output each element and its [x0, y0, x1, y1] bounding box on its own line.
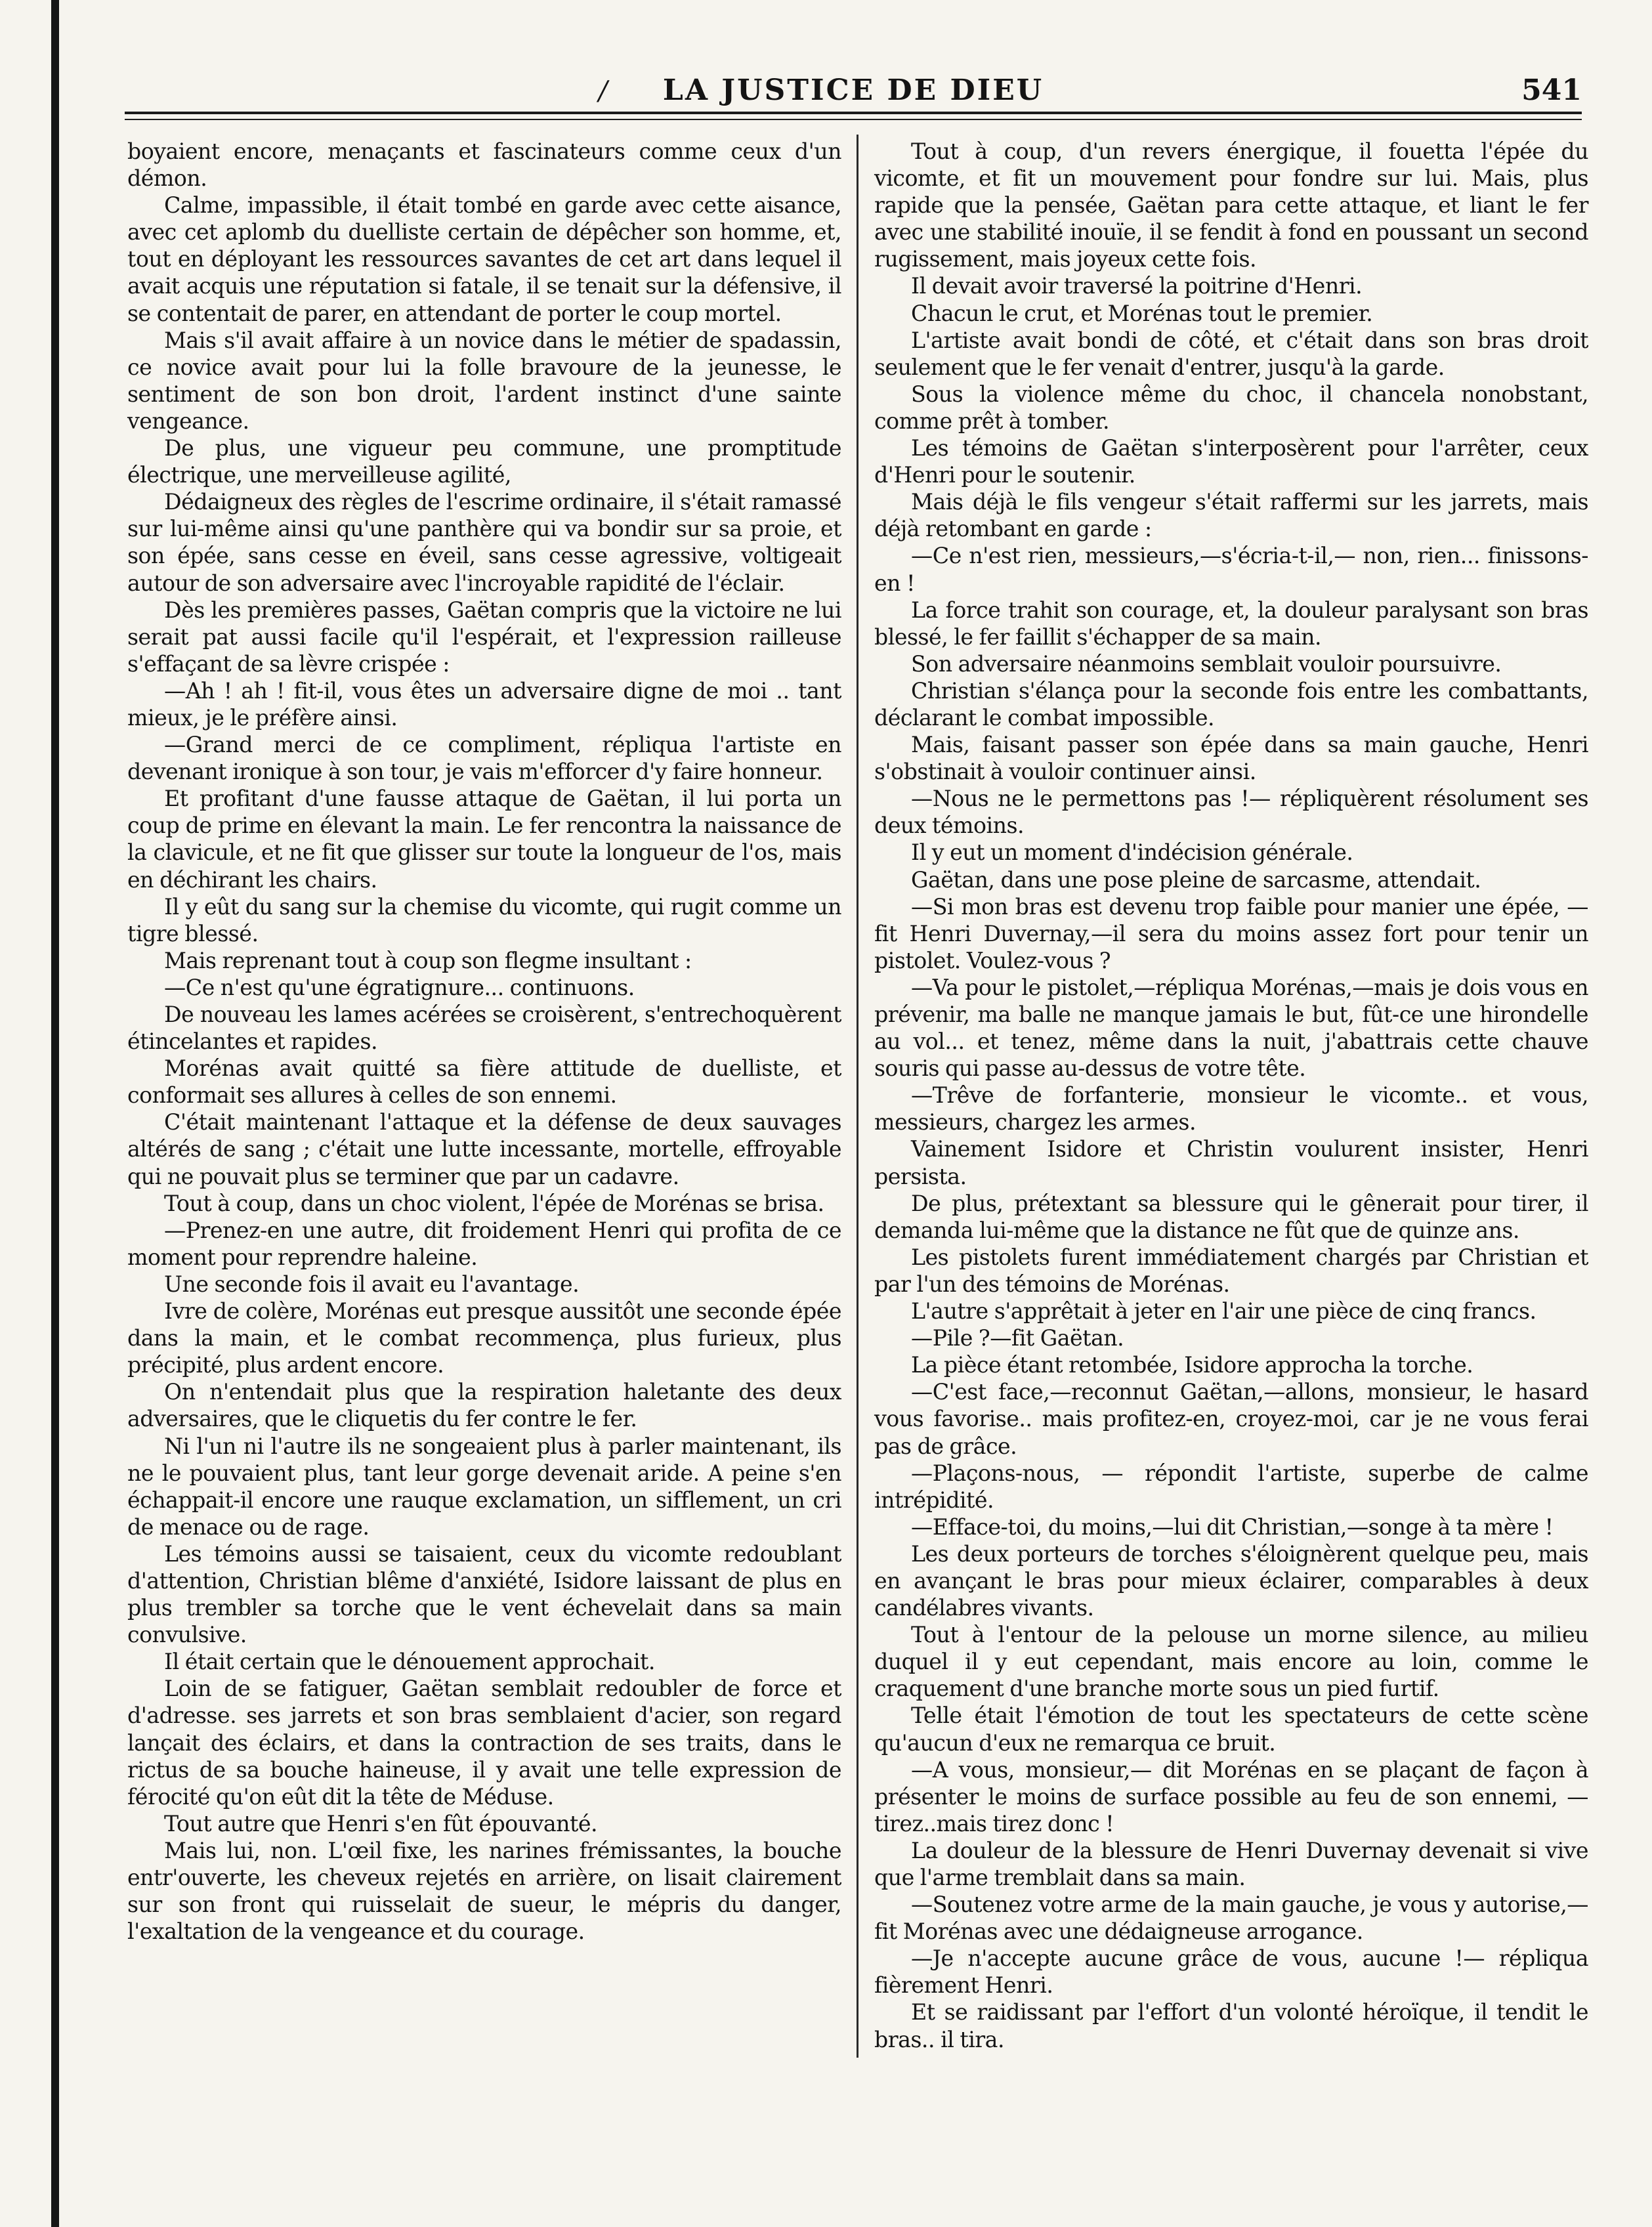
- paragraph: La pièce étant retombée, Isidore approcha la torche.: [911, 1352, 1473, 1378]
- paragraph: —Nous ne le permettons pas !— répliquèrent résolument ses deux témoins.: [874, 786, 1588, 839]
- paragraph: Ivre de colère, Morénas eut presque aussitôt une seconde épée dans la main, et le combat recommença, plus furieux, plus précipité, plus ardent encore.: [127, 1298, 841, 1378]
- paragraph: —Ce n'est rien, messieurs,—s'écria-t-il,— non, rien... finissons-en !: [874, 543, 1588, 596]
- paragraph: —Efface-toi, du moins,—lui dit Christian,—songe à ta mère !: [911, 1514, 1554, 1540]
- paragraph: boyaient encore, menaçants et fascinateurs comme ceux d'un démon.: [127, 138, 841, 192]
- paragraph: Telle était l'émotion de tout les spectateurs de cette scène qu'aucun d'eux ne remarqua ce bruit.: [874, 1703, 1588, 1756]
- paragraph: —Prenez-en une autre, dit froidement Henri qui profita de ce moment pour reprendre haleine.: [127, 1217, 841, 1270]
- paragraph: —Soutenez votre arme de la main gauche, je vous y autorise,—fit Morénas avec une dédaigneuse arrogance.: [874, 1892, 1588, 1945]
- header-rule-bottom: [125, 119, 1582, 120]
- paragraph: Tout à l'entour de la pelouse un morne silence, au milieu duquel il y eut cependant, mais encore au loin, comme le craquement d'une branche morte sous un pied furtif.: [874, 1622, 1588, 1702]
- paragraph: —Je n'accepte aucune grâce de vous, aucune !— répliqua fièrement Henri.: [874, 1945, 1588, 1999]
- paragraph: Christian s'élança pour la seconde fois entre les combattants, déclarant le combat impossible.: [874, 677, 1588, 731]
- scan-margin-bar: [51, 0, 59, 2227]
- paragraph: Mais reprenant tout à coup son flegme insultant :: [164, 947, 692, 973]
- paragraph: Il devait avoir traversé la poitrine d'Henri.: [911, 273, 1363, 299]
- paragraph: Les témoins aussi se taisaient, ceux du vicomte redoublant d'attention, Christian blême d'anxiété, Isidore laissant de plus en plus trembler sa torche que le vent échevelait dans sa main convulsive.: [127, 1540, 841, 1648]
- paragraph: La douleur de la blessure de Henri Duvernay devenait si vive que l'arme tremblait dans sa main.: [874, 1837, 1588, 1890]
- paragraph: —Va pour le pistolet,—répliqua Morénas,—mais je dois vous en prévenir, ma balle ne manque jamais le but, fût-ce une hirondelle au vol... et tenez, même dans la nuit, j'abattrais cette chauve souris qui passe au-dessus de votre tête.: [874, 974, 1588, 1082]
- paragraph: Gaëtan, dans une pose pleine de sarcasme, attendait.: [911, 866, 1481, 893]
- paragraph: Morénas avait quitté sa fière attitude de duelliste, et conformait ses allures à celles de son ennemi.: [127, 1055, 841, 1109]
- paragraph: Ni l'un ni l'autre ils ne songeaient plus à parler maintenant, ils ne le pouvaient plus, tant leur gorge devenait aride. A peine s'en échappait-il encore une rauque exclamation, un sifflement, un cri de menace ou de rage.: [127, 1433, 841, 1540]
- paragraph: —Grand merci de ce compliment, répliqua l'artiste en devenant ironique à son tour, je vais m'efforcer d'y faire honneur.: [127, 732, 841, 785]
- paragraph: Mais lui, non. L'œil fixe, les narines frémissantes, la bouche entr'ouverte, les cheveux rejetés en arrière, on lisait clairement sur son front qui ruisselait de sueur, le mépris du danger, l'exaltation de la vengeance et du courage.: [127, 1837, 841, 1945]
- paragraph: —A vous, monsieur,— dit Morénas en se plaçant de façon à présenter le moins de surface possible au feu de son ennemi, —tirez..mais tirez donc !: [874, 1756, 1588, 1836]
- header-rule-top: [125, 112, 1582, 114]
- paragraph: L'artiste avait bondi de côté, et c'était dans son bras droit seulement que le fer venait d'entrer, jusqu'à la garde.: [874, 327, 1588, 380]
- paragraph: Son adversaire néanmoins semblait vouloir poursuivre.: [911, 650, 1502, 677]
- paragraph: Et se raidissant par l'effort d'un volonté héroïque, il tendit le bras.. il tira.: [874, 1999, 1588, 2052]
- paragraph: —C'est face,—reconnut Gaëtan,—allons, monsieur, le hasard vous favorise.. mais profitez-en, croyez-moi, car je ne vous ferai pas de grâce.: [874, 1379, 1588, 1459]
- paragraph: On n'entendait plus que la respiration haletante des deux adversaires, que le cliquetis du fer contre le fer.: [127, 1379, 841, 1432]
- right-column: [874, 138, 1588, 2053]
- paragraph: —Plaçons-nous, — répondit l'artiste, superbe de calme intrépidité.: [874, 1460, 1588, 1513]
- paragraph: La force trahit son courage, et, la douleur paralysant son bras blessé, le fer faillit s'échapper de sa main.: [874, 597, 1588, 650]
- paragraph: C'était maintenant l'attaque et la défense de deux sauvages altérés de sang ; c'était une lutte incessante, mortelle, effroyable qui ne pouvait plus se terminer que par un cadavre.: [127, 1109, 841, 1189]
- column-divider: [857, 135, 858, 2058]
- paragraph: Dédaigneux des règles de l'escrime ordinaire, il s'était ramassé sur lui-même ainsi qu'une panthère qui va bondir sur sa proie, et son épée, sans cesse en éveil, sans cesse agressive, voltigeait autour de son adversaire avec l'incroyable rapidité de l'éclair.: [127, 489, 841, 596]
- paragraph: Chacun le crut, et Morénas tout le premier.: [911, 300, 1373, 326]
- paragraph: Il était certain que le dénouement approchait.: [164, 1649, 655, 1675]
- paragraph: Vainement Isidore et Christin voulurent insister, Henri persista.: [874, 1136, 1588, 1189]
- paragraph: Tout autre que Henri s'en fût épouvanté.: [164, 1810, 598, 1836]
- paragraph: Il y eut un moment d'indécision générale.: [911, 839, 1353, 866]
- paragraph: Loin de se fatiguer, Gaëtan semblait redoubler de force et d'adresse. ses jarrets et son bras semblaient d'acier, son regard lançait des éclairs, et dans la contraction de ses traits, dans le rictus de sa bouche haineuse, il y avait une telle expression de férocité qu'on eût dit la tête de Méduse.: [127, 1676, 841, 1810]
- running-title: LA JUSTICE DE DIEU: [662, 74, 1044, 107]
- paragraph: Mais s'il avait affaire à un novice dans le métier de spadassin, ce novice avait pour lui la folle bravoure de la jeunesse, le sentiment de son bon droit, l'ardent instinct d'une sainte vengeance.: [127, 327, 841, 434]
- paragraph: —Si mon bras est devenu trop faible pour manier une épée, —fit Henri Duvernay,—il sera du moins assez fort pour tenir un pistolet. Voulez-vous ?: [874, 893, 1588, 973]
- paragraph: —Trêve de forfanterie, monsieur le vicomte.. et vous, messieurs, chargez les armes.: [874, 1082, 1588, 1135]
- paragraph: Dès les premières passes, Gaëtan compris que la victoire ne lui serait pat aussi facile qu'il l'espérait, et l'expression railleuse s'effaçant de sa lèvre crispée :: [127, 597, 841, 677]
- paragraph: —Pile ?—fit Gaëtan.: [911, 1325, 1124, 1351]
- left-column: [127, 138, 841, 1945]
- paragraph: Mais, faisant passer son épée dans sa main gauche, Henri s'obstinait à vouloir continuer ainsi.: [874, 732, 1588, 785]
- paragraph: —Ah ! ah ! fit-il, vous êtes un adversaire digne de moi .. tant mieux, je le préfère ainsi.: [127, 677, 841, 731]
- paragraph: Tout à coup, d'un revers énergique, il fouetta l'épée du vicomte, et fit un mouvement pour fondre sur lui. Mais, plus rapide que la pensée, Gaëtan para cette attaque, et liant le fer avec une stabilité inouïe, il se fendit à fond en poussant un second rugissement, mais joyeux cette fois.: [874, 138, 1588, 272]
- paragraph: De plus, une vigueur peu commune, une promptitude électrique, une merveilleuse agilité,: [127, 435, 841, 488]
- paragraph: Les pistolets furent immédiatement chargés par Christian et par l'un des témoins de Morénas.: [874, 1244, 1588, 1297]
- paragraph: Les témoins de Gaëtan s'interposèrent pour l'arrêter, ceux d'Henri pour le soutenir.: [874, 435, 1588, 488]
- paragraph: Calme, impassible, il était tombé en garde avec cette aisance, avec cet aplomb du duelliste certain de dépêcher son homme, et, tout en déployant les ressources savantes de cet art dans lequel il avait acquis une réputation si fatale, il se tenait sur la défensive, il se contentait de parer, en attendant de porter le coup mortel.: [127, 192, 841, 326]
- paragraph: Une seconde fois il avait eu l'avantage.: [164, 1271, 580, 1297]
- paragraph: Les deux porteurs de torches s'éloignèrent quelque peu, mais en avançant le bras pour mieux éclairer, comparables à deux candélabres vivants.: [874, 1540, 1588, 1621]
- paragraph: De plus, prétextant sa blessure qui le gênerait pour tirer, il demanda lui-même que la distance ne fût que de quinze ans.: [874, 1190, 1588, 1243]
- page-header: [125, 74, 1582, 113]
- paragraph: L'autre s'apprêtait à jeter en l'air une pièce de cinq francs.: [911, 1298, 1536, 1325]
- paragraph: Et profitant d'une fausse attaque de Gaëtan, il lui porta un coup de prime en élevant la main. Le fer rencontra la naissance de la clavicule, et ne fit que glisser sur toute la longueur de l'os, mais en déchirant les chairs.: [127, 786, 841, 893]
- paragraph: Tout à coup, dans un choc violent, l'épée de Morénas se brisa.: [164, 1190, 824, 1216]
- paragraph: —Ce n'est qu'une égratignure... continuons.: [164, 974, 635, 1000]
- header-mark: /: [599, 76, 608, 106]
- paragraph: Il y eût du sang sur la chemise du vicomte, qui rugit comme un tigre blessé.: [127, 893, 841, 946]
- page-number: 541: [1521, 74, 1582, 107]
- paragraph: De nouveau les lames acérées se croisèrent, s'entrechoquèrent étincelantes et rapides.: [127, 1002, 841, 1055]
- paragraph: Sous la violence même du choc, il chancela nonobstant, comme prêt à tomber.: [874, 381, 1588, 434]
- paragraph: Mais déjà le fils vengeur s'était raffermi sur les jarrets, mais déjà retombant en garde :: [874, 489, 1588, 542]
